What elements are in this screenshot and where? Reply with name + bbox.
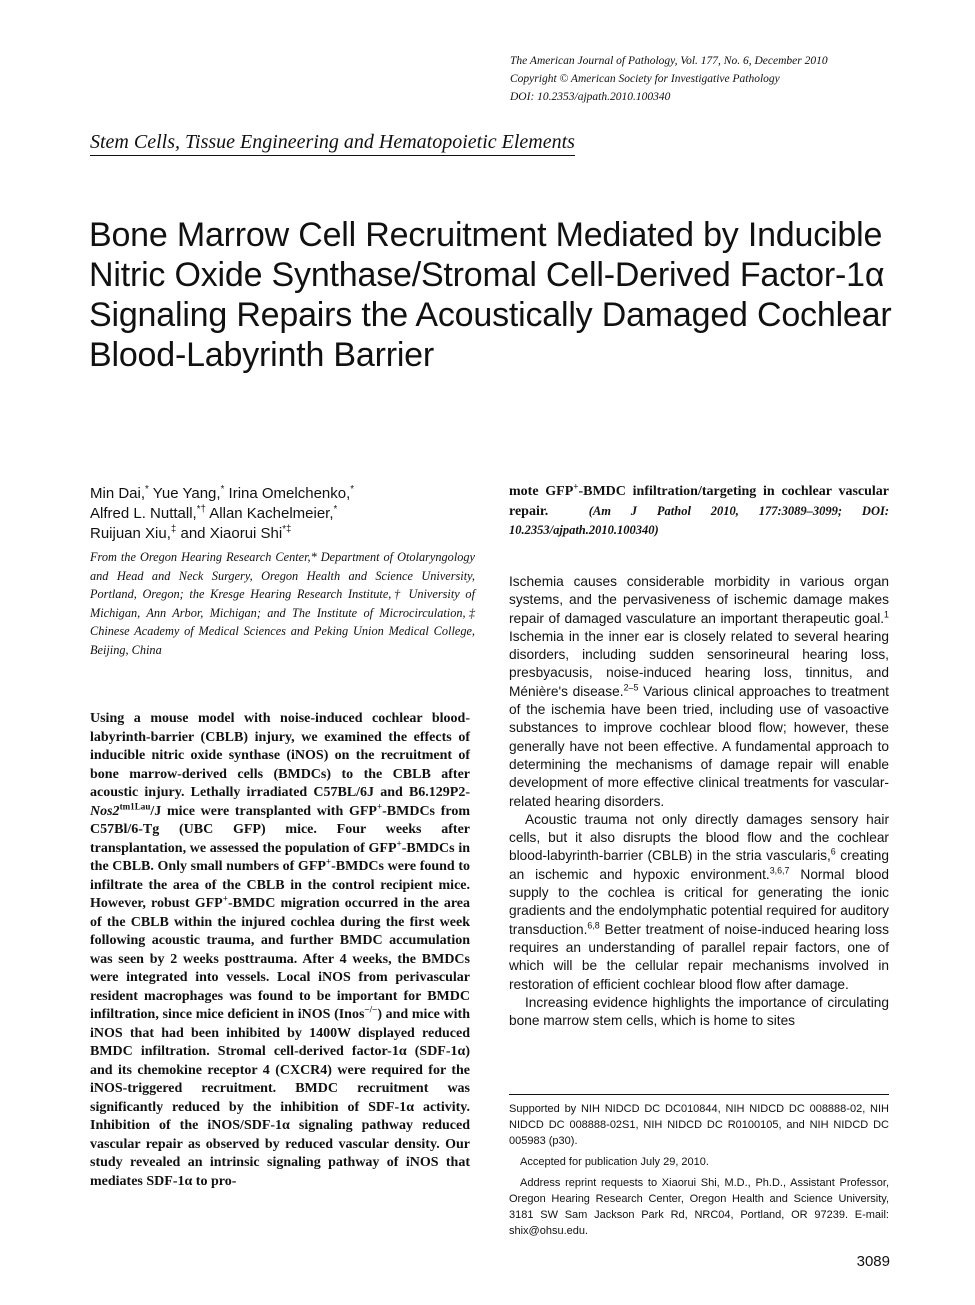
author-list: [90, 484, 480, 544]
text-segment: creating an ischemic and hypoxic environment.: [509, 848, 889, 882]
author-affiliation-mark: *: [333, 504, 338, 515]
body-paragraph: [509, 811, 889, 994]
text-segment: Better treatment of noise-induced hearing loss requires an understanding of parallel repair factors, one of which will be the cellular repair mechanisms involved in restoration of efficient cochlear blood flow after damage.: [509, 921, 889, 992]
page-number: 3089: [856, 1253, 890, 1270]
section-heading: Stem Cells, Tissue Engineering and Hematopoietic Elements: [90, 131, 575, 156]
abstract-segment: -BMDCs in the CBLB. Only small numbers of GFP: [90, 840, 470, 874]
abstract-segment: -BMDC migration occurred in the area of the CBLB within the injured cochlea during the first week following acoustic trauma, and further BMDC accumulation was seen by 2 weeks posttrauma. After 4 weeks, the BMDCs were integrated into vessels. Local iNOS from perivascular resident macrophages was found to be important for BMDC infiltration, since mice deficient in iNOS (Inos: [90, 896, 470, 1022]
journal-doi: DOI: 10.2353/ajpath.2010.100340: [510, 91, 671, 103]
author-affiliation-mark: *: [350, 484, 355, 495]
superscript: +: [222, 893, 228, 904]
abstract-segment: Using a mouse model with noise-induced cochlear blood-labyrinth-barrier (CBLB) injury, we examined the effects of inducible nitric oxide synthase (iNOS) on the recruitment of bone marrow-derived cells (BMDCs) to the CBLB after acoustic injury. Lethally irradiated C57BL/6J and B6.129P2-: [90, 711, 470, 800]
funding-note: Supported by NIH NIDCD DC DC010844, NIH NIDCD DC 008888-02, NIH NIDCD DC 008888-02S1, NIH NIDCD DC R0100105, and NIH NIDCD DC 005983 (p30).: [509, 1103, 889, 1147]
author-name: and Xiaorui Shi: [180, 525, 283, 542]
reprint-address-note: Address reprint requests to Xiaorui Shi, M.D., Ph.D., Assistant Professor, Oregon Hearing Research Center, Oregon Health and Science University, 3181 SW Sam Jackson Park Rd, NRC04, Portland, OR 97239. E-mail: shix@ohsu.edu.: [509, 1177, 889, 1237]
article-citation: (Am J Pathol 2010, 177:3089–3099; DOI: 10.2353/ajpath.2010.100340): [509, 503, 890, 537]
journal-citation: The American Journal of Pathology, Vol. 177, No. 6, December 2010: [510, 55, 828, 67]
abstract-segment: -BMDCs were found to infiltrate the area of the CBLB in the control recipient mice. However, robust GFP: [90, 859, 470, 911]
article-title: Bone Marrow Cell Recruitment Mediated by Inducible Nitric Oxide Synthase/Stromal Cell-Derived Factor-1α Signaling Repairs the Acoustically Damaged Cochlear Blood-Labyrinth Barrier: [89, 216, 892, 374]
reference-marker: 3,6,7: [769, 865, 790, 876]
author-affiliations: From the Oregon Hearing Research Center,* Department of Otolaryngology and Head and Neck Surgery, Oregon Health and Science University, Portland, Oregon; the Kresge Hearing Research Institute,† University of Michigan, Ann Arbor, Michigan; and The Institute of Microcirculation,‡ Chinese Academy of Medical Sciences and Peking Union Medical College, Beijing, China: [90, 550, 475, 657]
footnotes: [509, 1101, 889, 1244]
author-name: Ruijuan Xiu,: [90, 525, 171, 542]
abstract-segment: /J mice were transplanted with GFP: [150, 803, 377, 819]
reference-marker: 6: [830, 846, 836, 857]
abstract-segment: ) and mice with iNOS that had been inhibited by 1400W displayed reduced BMDC infiltration. Stromal cell-derived factor-1α (SDF-1α) and its chemokine receptor 4 (CXCR4) were required for the iNOS-triggered recruitment. BMDC recruitment was significantly reduced by the inhibition of SDF-1α activity. Inhibition of the iNOS/SDF-1α signaling pathway reduced vascular repair as observed by reduced vascular density. Our study revealed an intrinsic signaling pathway of iNOS that mediates SDF-1α to pro-: [90, 1007, 470, 1189]
author-affiliation-mark: *†: [196, 504, 206, 515]
text-segment: Ischemia causes considerable morbidity in various organ systems, and the pervasiveness of ischemic damage makes repair of damaged vasculature an important therapeutic goal.: [509, 574, 889, 626]
acceptance-note: Accepted for publication July 29, 2010.: [520, 1156, 709, 1168]
text-segment: Normal blood supply to the cochlea is critical for generating the ionic gradients and the endolymphatic potential required for auditory transduction.: [509, 866, 889, 937]
text-segment: Ischemia in the inner ear is closely related to several hearing disorders, including sudden sensorineural hearing loss, presbyacusis, noise-induced hearing loss, tinnitus, and Ménière's disease.: [509, 628, 889, 699]
abstract-text: [90, 710, 470, 1191]
reference-marker: 2–5: [623, 682, 639, 693]
body-paragraph: [509, 573, 889, 811]
journal-header: [510, 52, 930, 106]
text-segment: Acoustic trauma not only directly damages sensory hair cells, but it also disrupts the blood flow and the cochlear blood-labyrinth-barrier (CBLB) in the stria vascularis,: [509, 811, 889, 864]
abstract-continuation: [509, 483, 889, 541]
superscript: +: [325, 856, 332, 867]
abstract-segment: -BMDCs from C57Bl/6-Tg (UBC GFP) mice. Four weeks after transplantation, we assessed the population of GFP: [90, 803, 470, 856]
journal-copyright: Copyright © American Society for Investigative Pathology: [510, 73, 780, 85]
reference-marker: 6,8: [587, 920, 600, 931]
superscript: +: [573, 481, 579, 492]
body-text: [509, 573, 889, 1030]
author-affiliation-mark: *: [145, 484, 149, 495]
author-name: Alfred L. Nuttall,: [90, 505, 197, 522]
author-affiliation-mark: *: [220, 484, 225, 495]
author-affiliation-mark: *‡: [282, 524, 292, 535]
author-name: Min Dai,: [90, 485, 146, 502]
text-segment: Various clinical approaches to treatment of the ischemia have been tried, including use of vasoactive substances to improve cochlear blood flow; however, these generally have not been effective. A fundamental approach to determining the mechanisms of damage repair will enable development of more effective clinical treatments for vascular-related hearing disorders.: [509, 683, 889, 809]
footnote-divider: [509, 1094, 889, 1095]
allele-superscript: tm1Lau: [119, 800, 151, 811]
superscript: +: [396, 837, 402, 848]
author-name: Irina Omelchenko,: [228, 485, 351, 502]
gene-name: Nos2: [90, 803, 120, 819]
reference-marker: 1: [884, 609, 889, 620]
author-affiliation-mark: ‡: [170, 524, 177, 535]
author-name: Allan Kachelmeier,: [209, 505, 334, 522]
body-paragraph: Increasing evidence highlights the importance of circulating bone marrow stem cells, which is home to sites: [509, 994, 889, 1029]
abstract-segment: -BMDC infiltration/targeting in cochlear vascular repair.: [509, 484, 890, 519]
superscript: +: [376, 800, 383, 811]
abstract-segment: mote GFP: [509, 484, 574, 499]
superscript: −/−: [364, 1004, 378, 1015]
author-name: Yue Yang,: [152, 485, 221, 502]
